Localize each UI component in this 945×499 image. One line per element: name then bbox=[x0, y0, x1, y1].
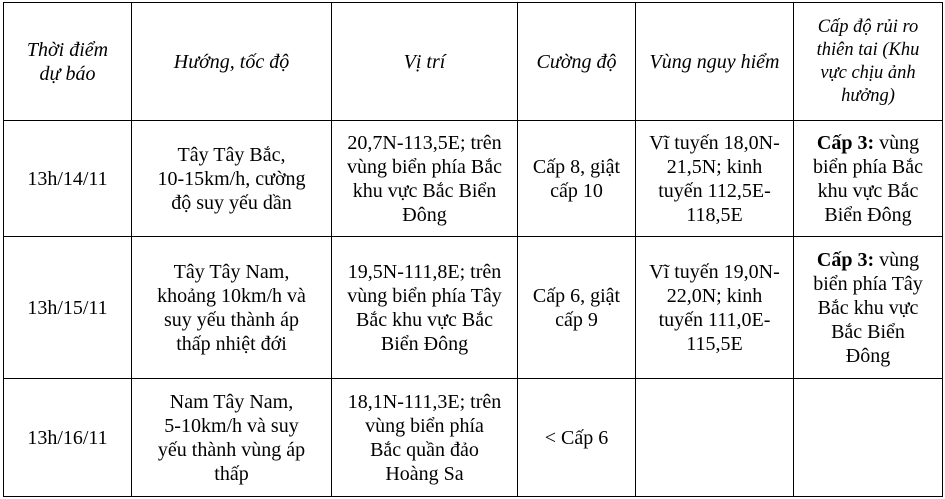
cell-direction: Tây Tây Bắc, 10-15km/h, cường độ suy yếu dần bbox=[132, 121, 332, 237]
risk-level-label: Cấp 3: bbox=[816, 131, 875, 154]
cell-risk-level bbox=[794, 379, 943, 497]
cell-risk-level: Cấp 3: vùng biển phía Tây Bắc khu vực Bắc Biển Đông bbox=[794, 237, 943, 379]
cell-direction: Tây Tây Nam, khoảng 10km/h và suy yếu thành áp thấp nhiệt đới bbox=[132, 237, 332, 379]
header-position: Vị trí bbox=[332, 3, 518, 121]
cell-danger-zone: Vĩ tuyến 18,0N- 21,5N; kinh tuyến 112,5E- 118,5E bbox=[636, 121, 794, 237]
header-danger-zone: Vùng nguy hiểm bbox=[636, 3, 794, 121]
header-time: Thời điểm dự báo bbox=[4, 3, 132, 121]
cell-danger-zone bbox=[636, 379, 794, 497]
storm-forecast-table bbox=[3, 2, 943, 497]
cell-intensity: < Cấp 6 bbox=[518, 379, 636, 497]
cell-intensity: Cấp 6, giật cấp 9 bbox=[518, 237, 636, 379]
header-risk-level: Cấp độ rủi ro thiên tai (Khu vực chịu ảnh hưởng) bbox=[794, 3, 943, 121]
table-row bbox=[4, 237, 943, 379]
table-row bbox=[4, 379, 943, 497]
cell-time: 13h/16/11 bbox=[4, 379, 132, 497]
cell-position: 20,7N-113,5E; trên vùng biển phía Bắc khu vực Bắc Biển Đông bbox=[332, 121, 518, 237]
risk-level-label: Cấp 3: bbox=[816, 248, 875, 271]
cell-direction: Nam Tây Nam, 5-10km/h và suy yếu thành vùng áp thấp bbox=[132, 379, 332, 497]
cell-position: 19,5N-111,8E; trên vùng biển phía Tây Bắc khu vực Bắc Biển Đông bbox=[332, 237, 518, 379]
cell-time: 13h/15/11 bbox=[4, 237, 132, 379]
header-row bbox=[4, 3, 943, 121]
header-direction: Hướng, tốc độ bbox=[132, 3, 332, 121]
header-intensity: Cường độ bbox=[518, 3, 636, 121]
cell-risk-level: Cấp 3: vùng biển phía Bắc khu vực Bắc Biển Đông bbox=[794, 121, 943, 237]
table-row bbox=[4, 121, 943, 237]
cell-intensity: Cấp 8, giật cấp 10 bbox=[518, 121, 636, 237]
cell-danger-zone: Vĩ tuyến 19,0N- 22,0N; kinh tuyến 111,0E- 115,5E bbox=[636, 237, 794, 379]
cell-time: 13h/14/11 bbox=[4, 121, 132, 237]
cell-position: 18,1N-111,3E; trên vùng biển phía Bắc quần đảo Hoàng Sa bbox=[332, 379, 518, 497]
